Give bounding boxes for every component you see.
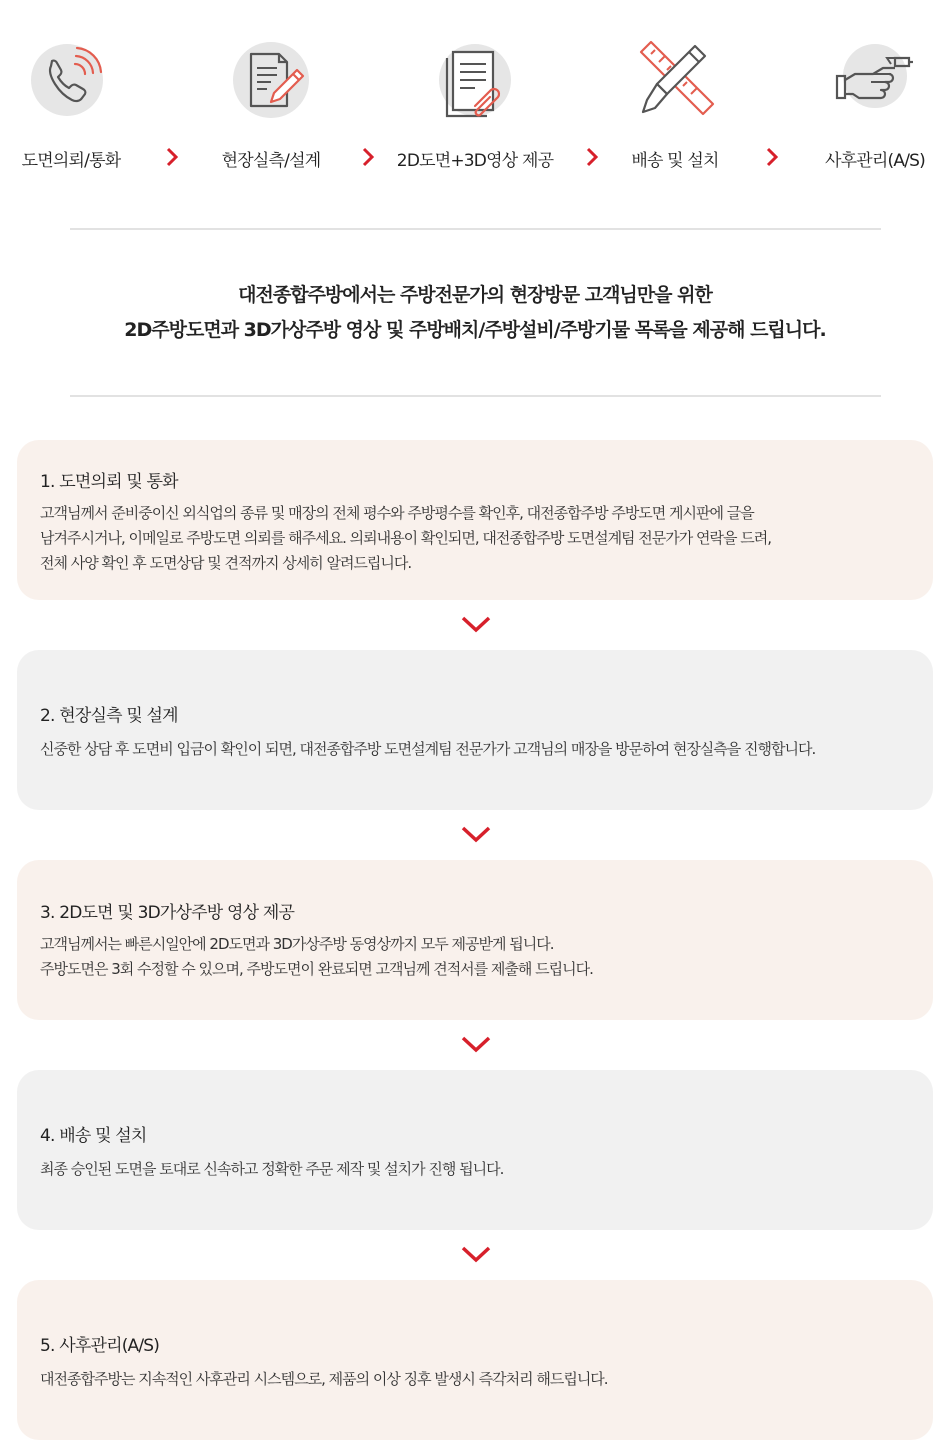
step-drawing-request xyxy=(0,40,166,171)
chevron-right-icon xyxy=(762,144,782,170)
chevron-down-icon xyxy=(460,614,492,634)
section-title: 4. 배송 및 설치 xyxy=(40,1126,147,1146)
section-title: 5. 사후관리(A/S) xyxy=(40,1336,160,1356)
section-line: 최종 승인된 도면을 토대로 신속하고 정확한 주문 제작 및 설치가 진행 됩니다. xyxy=(40,1160,504,1178)
divider xyxy=(70,395,881,397)
process-steps xyxy=(0,0,950,190)
section-description xyxy=(40,501,771,576)
step-label: 2D도면+3D영상 제공 xyxy=(396,151,554,171)
section-title: 2. 현장실측 및 설계 xyxy=(40,706,178,726)
chevron-right-icon xyxy=(358,144,378,170)
step-label: 도면의뢰/통화 xyxy=(21,151,121,171)
section-title: 3. 2D도면 및 3D가상주방 영상 제공 xyxy=(40,903,295,923)
section-2d-3d-delivery xyxy=(17,860,933,1020)
section-line: 남겨주시거나, 이메일로 주방도면 의뢰를 해주세요. 의뢰내용이 확인되면, 대전종합주방 도면설계팀 전문가가 연락을 드려, xyxy=(40,529,772,547)
step-site-survey xyxy=(176,40,366,171)
section-drawing-request xyxy=(17,440,933,600)
intro-line: 대전종합주방에서는 주방전문가의 현장방문 고객님만을 위한 xyxy=(238,284,712,306)
section-description xyxy=(40,1157,503,1182)
section-line: 고객님께서 준비중이신 외식업의 종류 및 매장의 전체 평수와 주방평수를 확인후, 대전종합주방 주방도면 게시판에 글을 xyxy=(40,504,754,522)
step-2d-3d-delivery xyxy=(380,40,570,171)
section-site-survey xyxy=(17,650,933,810)
step-shipping-installation xyxy=(580,40,770,171)
section-title: 1. 도면의뢰 및 통화 xyxy=(40,472,178,492)
section-line: 고객님께서는 빠른시일안에 2D도면과 3D가상주방 동영상까지 모두 제공받게 됩니다. xyxy=(40,935,554,953)
step-label: 사후관리(A/S) xyxy=(825,151,925,171)
chevron-down-icon xyxy=(460,1034,492,1054)
step-after-service xyxy=(780,40,950,171)
step-label: 현장실측/설계 xyxy=(221,151,321,171)
section-line: 대전종합주방는 지속적인 사후관리 시스템으로, 제품의 이상 징후 발생시 즉각처리 해드립니다. xyxy=(40,1370,608,1388)
section-line: 신중한 상담 후 도면비 입금이 확인이 되면, 대전종합주방 도면설계팀 전문가가 고객님의 매장을 방문하여 현장실측을 진행합니다. xyxy=(40,740,816,758)
step-label: 배송 및 설치 xyxy=(631,151,719,171)
intro-text xyxy=(0,278,950,348)
section-shipping-installation xyxy=(17,1070,933,1230)
intro-line: 2D주방도면과 3D가상주방 영상 및 주방배치/주방설비/주방기물 목록을 제공해 드립니다. xyxy=(124,319,826,341)
phone-icon xyxy=(31,40,111,120)
document-pencil-icon xyxy=(231,40,311,120)
section-description xyxy=(40,1367,608,1392)
section-line: 전체 사양 확인 후 도면상담 및 견적까지 상세히 알려드립니다. xyxy=(40,554,412,572)
chevron-down-icon xyxy=(460,1244,492,1264)
section-after-service xyxy=(17,1280,933,1440)
section-description xyxy=(40,932,593,982)
chevron-down-icon xyxy=(460,824,492,844)
handshake-icon xyxy=(835,40,915,120)
section-description xyxy=(40,737,815,762)
ruler-knife-icon xyxy=(635,40,715,120)
section-line: 주방도면은 3회 수정할 수 있으며, 주방도면이 완료되면 고객님께 견적서를 제출해 드립니다. xyxy=(40,960,593,978)
document-clip-icon xyxy=(435,40,515,120)
divider xyxy=(70,228,881,230)
